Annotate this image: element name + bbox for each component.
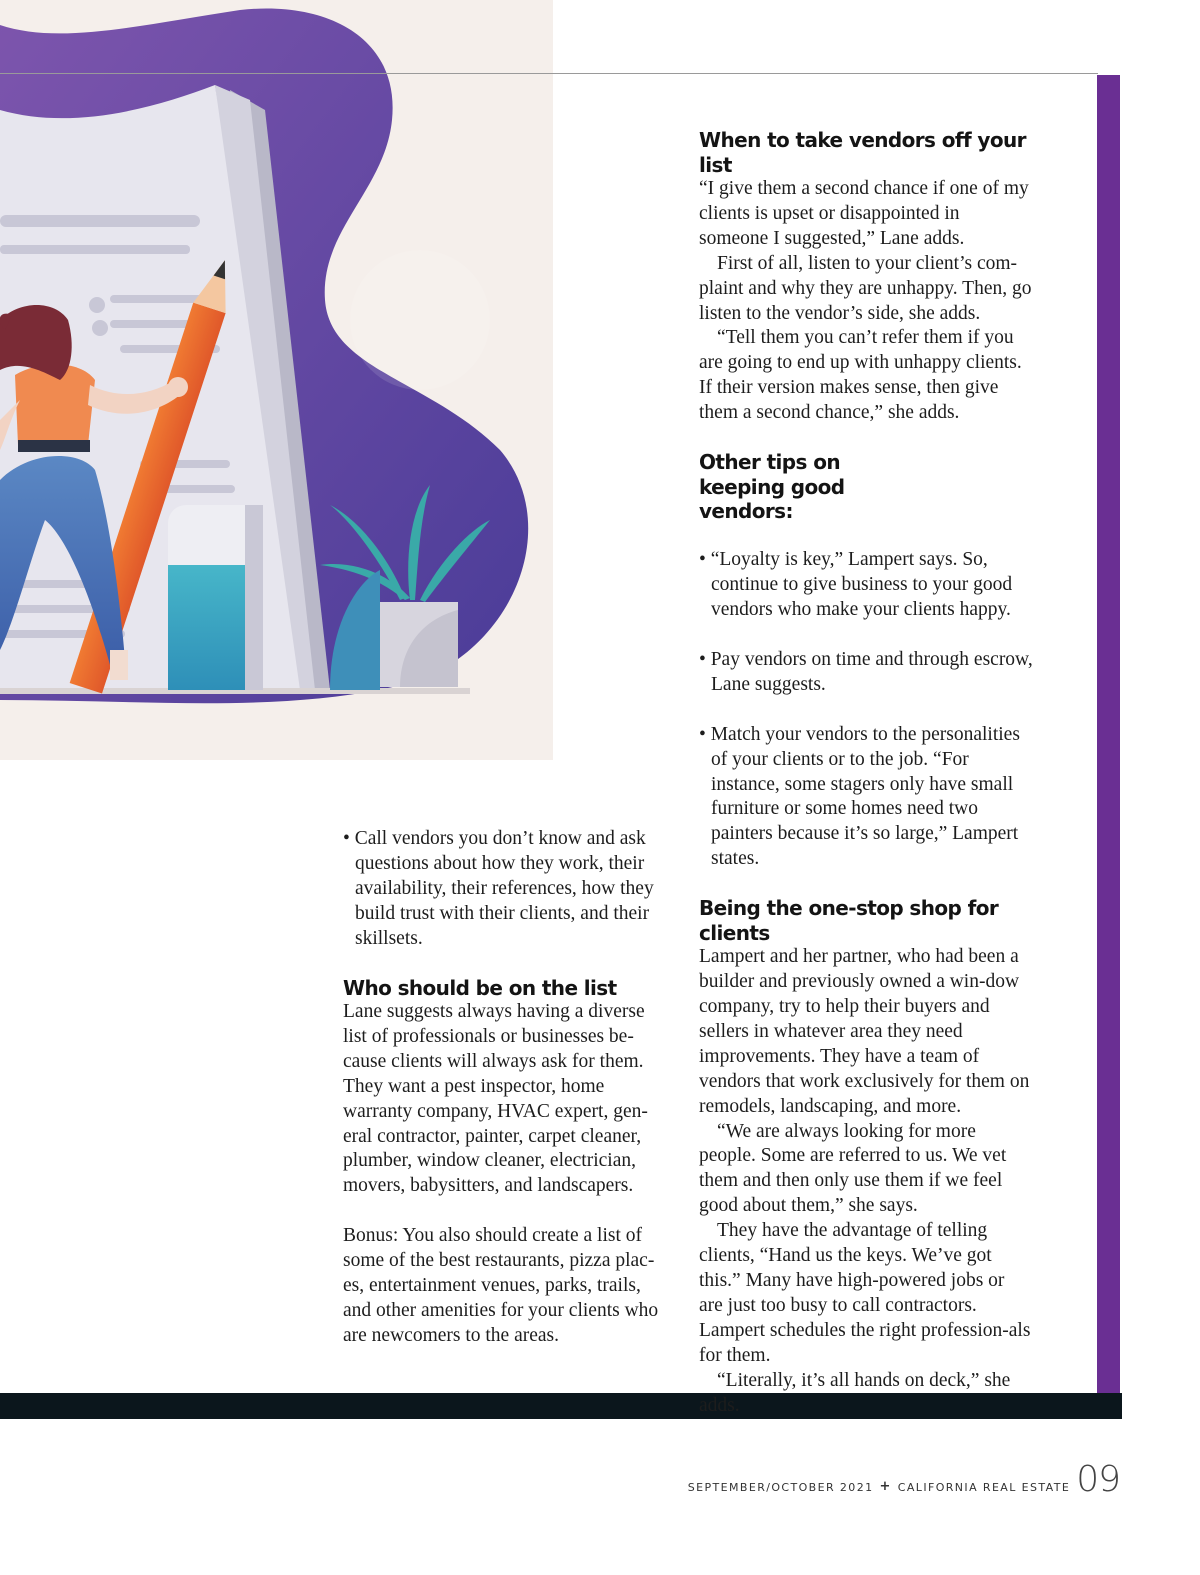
bullet-match-vendors: • Match your vendors to the personalities of your clients or to the job. “For instance, some stagers only have small furniture or some homes need two painters because it’s so large,” Lampert states. <box>699 723 1020 870</box>
left-column <box>343 827 673 1349</box>
paragraph-tell-them: “Tell them you can’t refer them if you are going to end up with unhappy clients. If their version makes sense, then give them a second chance,” she adds. <box>699 327 1022 424</box>
right-column <box>699 128 1033 1418</box>
page-number: 09 <box>1076 1459 1120 1500</box>
top-rule <box>0 73 1098 74</box>
heading-one-stop-shop: Being the one-stop shop for clients <box>699 896 999 945</box>
paragraph-looking-for-more: “We are always looking for more people. Some are referred to us. We vet them and then only use them if we feel good about them,” she says. <box>699 1120 1007 1217</box>
bullet-loyalty: • “Loyalty is key,” Lampert says. So, continue to give business to your good vendors who make your clients happy. <box>699 549 1013 621</box>
heading-when-to-take-vendors-off: When to take vendors off your list <box>699 128 1026 177</box>
paragraph-lane-suggests: Lane suggests always having a diverse list of professionals or businesses be-cause clients will always ask for them. They want a pest inspector, home warranty company, HVAC expert, gen-eral contractor, painter, carpet cleaner, plumber, window cleaner, electrician, movers, babysitters, and landscapers. <box>343 1001 648 1197</box>
paragraph-all-hands: “Literally, it’s all hands on deck,” she adds. <box>699 1369 1011 1416</box>
heading-other-tips: Other tips on keeping good vendors: <box>699 450 845 524</box>
footer-issue: SEPTEMBER/OCTOBER 2021 <box>687 1481 874 1494</box>
heading-who-should-be-on-list: Who should be on the list <box>343 975 617 1000</box>
footer-magazine: CALIFORNIA REAL ESTATE <box>897 1481 1071 1494</box>
paragraph-advantage: They have the advantage of telling clients, “Hand us the keys. We’ve got this.” Many have high-powered jobs or are just too busy to call contractors. Lampert schedules the right profession-als for them. <box>699 1220 1031 1366</box>
footer-separator: + <box>879 1479 892 1494</box>
accent-bar <box>1097 75 1120 1418</box>
paragraph-listen-to-client: First of all, listen to your client’s com-plaint and why they are unhappy. Then, go listen to the vendor’s side, she adds. <box>699 252 1032 324</box>
bullet-pay-vendors: • Pay vendors on time and through escrow, Lane suggests. <box>699 649 1033 695</box>
page-footer <box>688 1458 1120 1498</box>
paragraph-second-chance: “I give them a second chance if one of my clients is upset or disappointed in someone I suggested,” Lane adds. <box>699 178 1029 249</box>
paragraph-bonus: Bonus: You also should create a list of some of the best restaurants, pizza plac-es, entertainment venues, parks, trails, and other amenities for your clients who are newcomers to the areas. <box>343 1225 659 1346</box>
paragraph-lampert-partner: Lampert and her partner, who had been a builder and previously owned a win-dow company, try to help their buyers and sellers in whatever area they need improvements. They have a team of vendors that work exclusively for them on remodels, landscaping, and more. <box>699 946 1030 1117</box>
hero-illustration <box>0 0 553 760</box>
bullet-call-vendors: • Call vendors you don’t know and ask questions about how they work, their availability, their references, how they build trust with their clients, and their skillsets. <box>343 828 654 949</box>
